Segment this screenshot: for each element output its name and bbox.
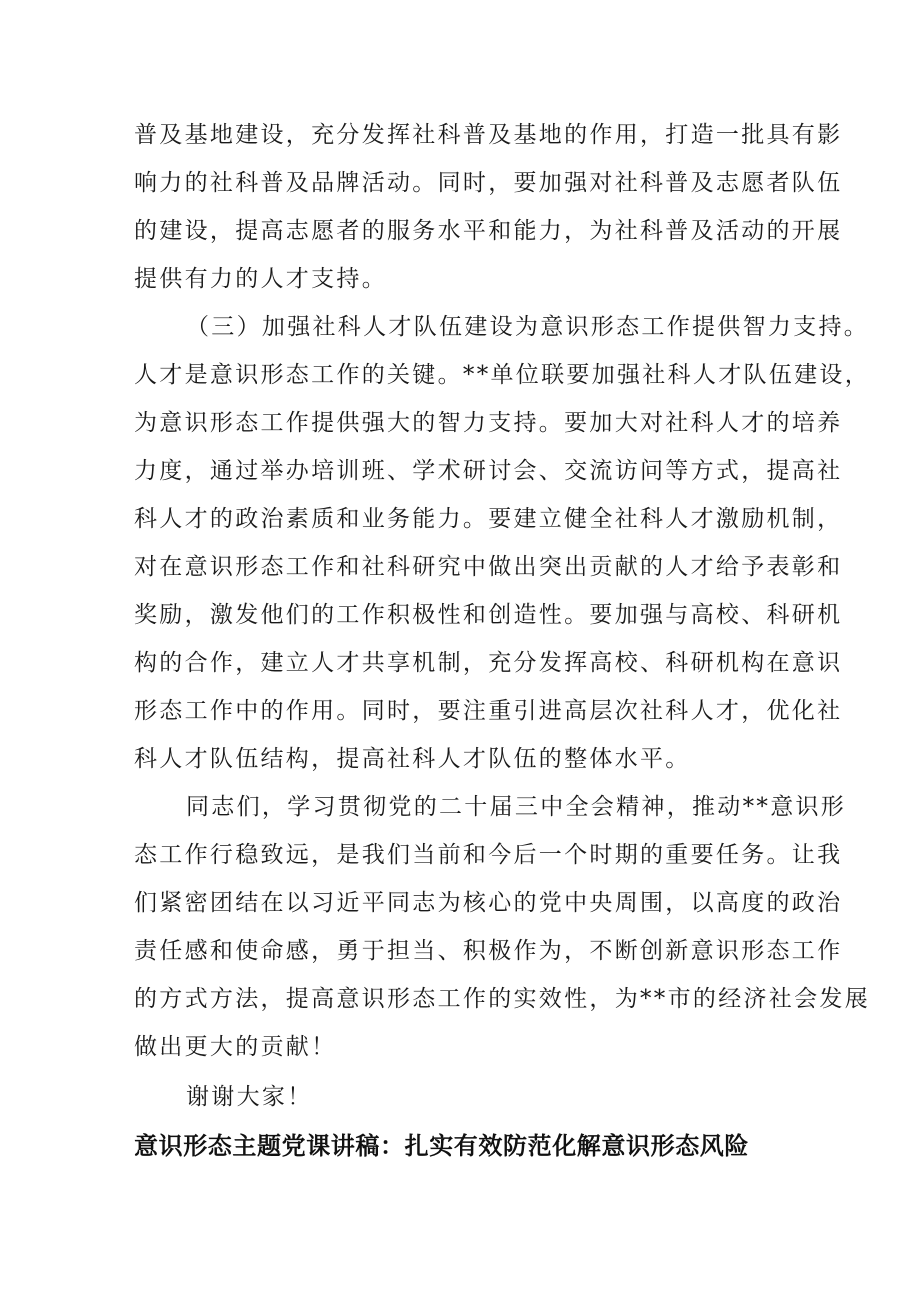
p3-line-6: 做出更大的贡献！ (134, 1034, 337, 1060)
p2-line-10: 科人才队伍结构，提高社科人才队伍的整体水平。 (134, 746, 691, 772)
next-document-title: 意识形态主题党课讲稿：扎实有效防范化解意识形态风险 (134, 1132, 749, 1160)
p4-line-1: 谢谢大家！ (186, 1084, 313, 1110)
p3-line-3: 们紧密团结在以习近平同志为核心的党中央周围，以高度的政治 (134, 890, 843, 916)
p1-line-4: 提供有力的人才支持。 (134, 266, 387, 292)
p2-line-4: 力度，通过举办培训班、学术研讨会、交流访问等方式，提高社 (134, 458, 843, 484)
p2-line-7: 奖励，激发他们的工作积极性和创造性。要加强与高校、科研机 (134, 602, 843, 628)
p3-line-4: 责任感和使命感，勇于担当、积极作为，不断创新意识形态工作 (134, 938, 843, 964)
p2-line-1: （三）加强社科人才队伍建设为意识形态工作提供智力支持。 (186, 314, 870, 340)
p2-line-2: 人才是意识形态工作的关键。**单位联要加强社科人才队伍建设， (134, 362, 870, 388)
p1-line-1: 普及基地建设，充分发挥社科普及基地的作用，打造一批具有影 (134, 122, 843, 148)
p3-line-2: 态工作行稳致远，是我们当前和今后一个时期的重要任务。让我 (134, 842, 843, 868)
p2-line-5: 科人才的政治素质和业务能力。要建立健全社科人才激励机制， (134, 506, 843, 532)
p1-line-3: 的建设，提高志愿者的服务水平和能力，为社科普及活动的开展 (134, 218, 843, 244)
p2-line-9: 形态工作中的作用。同时，要注重引进高层次社科人才，优化社 (134, 698, 843, 724)
p3-line-5: 的方式方法，提高意识形态工作的实效性，为**市的经济社会发展 (134, 986, 870, 1012)
p3-line-1: 同志们，学习贯彻党的二十届三中全会精神，推动**意识形 (186, 794, 847, 820)
p2-line-3: 为意识形态工作提供强大的智力支持。要加大对社科人才的培养 (134, 410, 843, 436)
p1-line-2: 响力的社科普及品牌活动。同时，要加强对社科普及志愿者队伍 (134, 170, 843, 196)
p2-line-8: 构的合作，建立人才共享机制，充分发挥高校、科研机构在意识 (134, 650, 843, 676)
p2-line-6: 对在意识形态工作和社科研究中做出突出贡献的人才给予表彰和 (134, 554, 843, 580)
